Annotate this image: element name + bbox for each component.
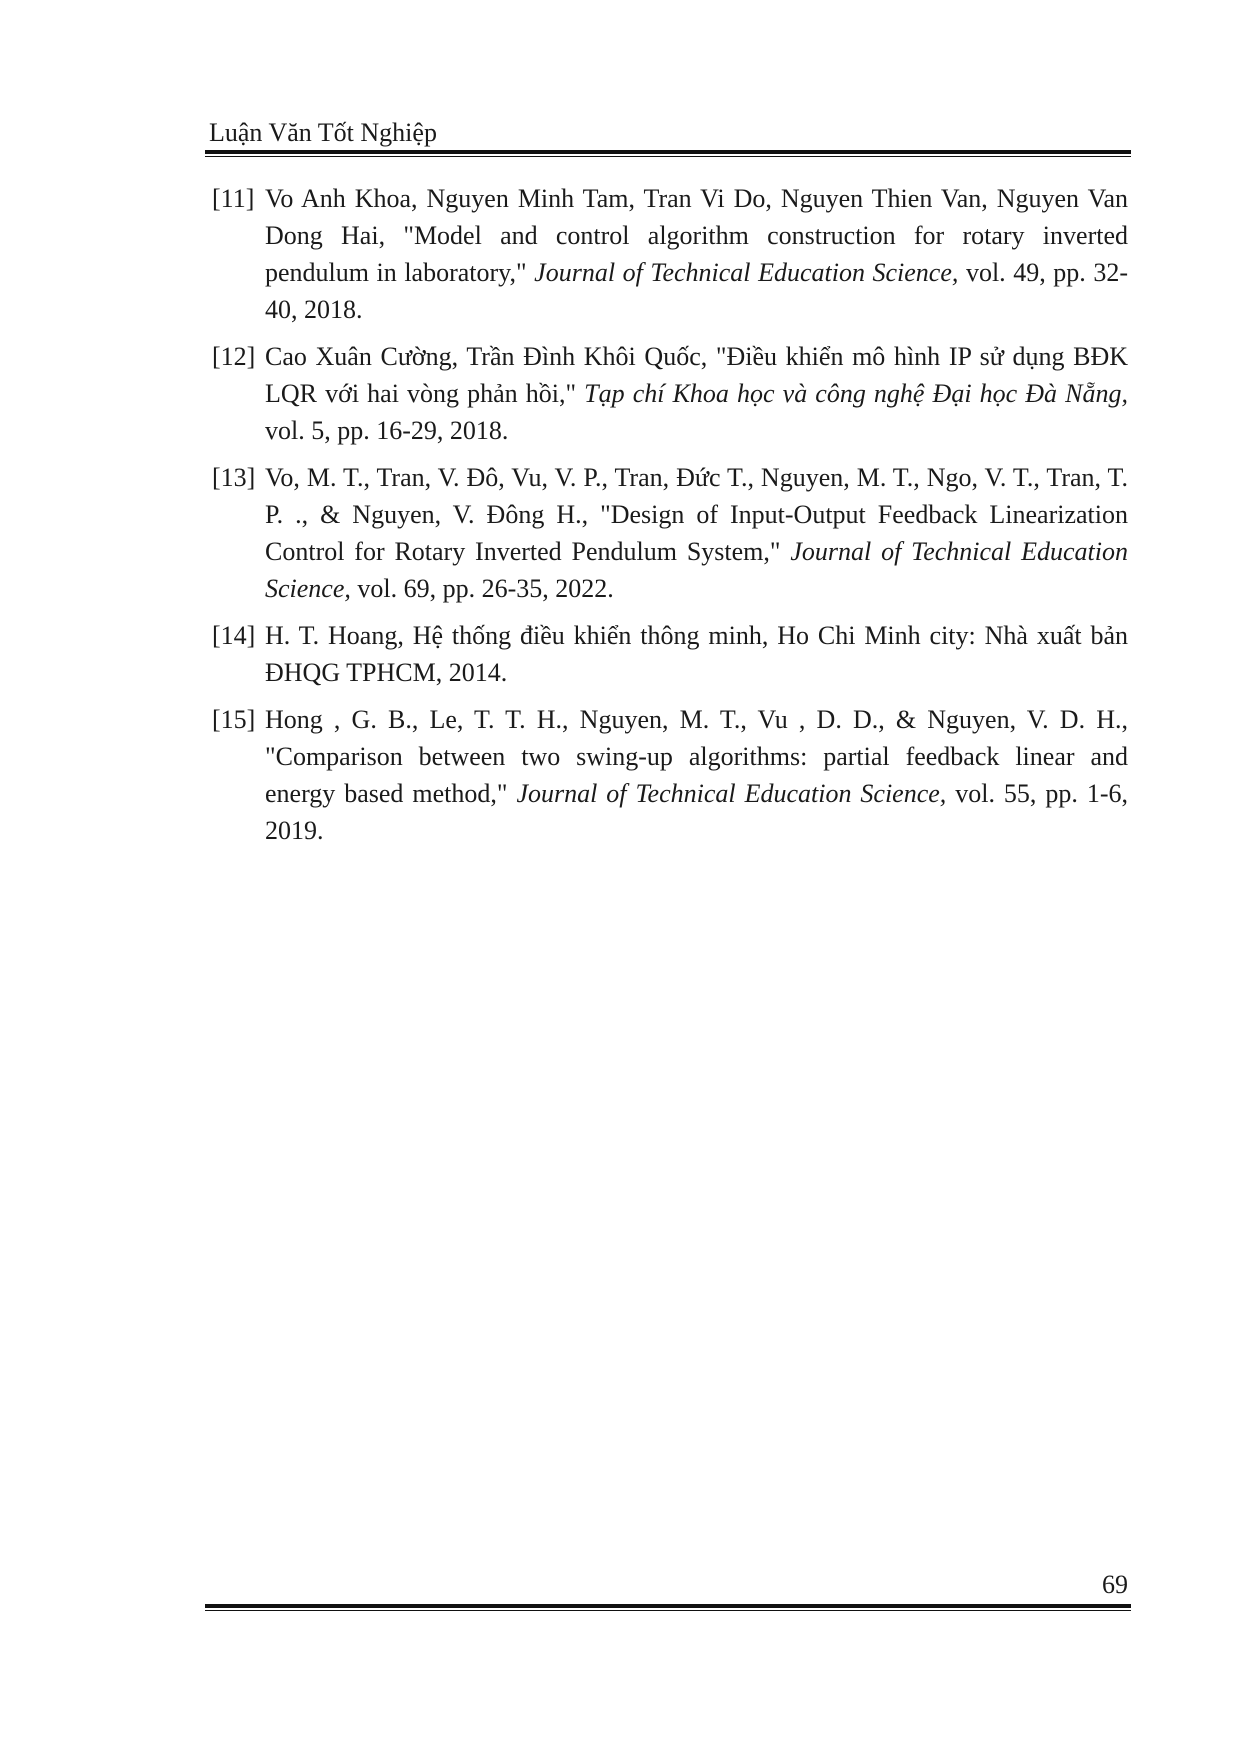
reference-number: [11]	[212, 184, 255, 213]
page-number: 69	[1102, 1570, 1128, 1599]
reference-item	[212, 180, 1128, 328]
footer-divider	[205, 1604, 1131, 1611]
reference-text-tail: vol. 5, pp. 16-29, 2018.	[265, 416, 509, 445]
reference-list	[212, 180, 1128, 859]
reference-number: [12]	[212, 342, 256, 371]
reference-text-tail: vol. 55, pp. 1-6, 2019.	[265, 779, 1129, 845]
reference-text	[262, 701, 1128, 849]
reference-text	[262, 180, 1128, 328]
header-divider-thin	[205, 156, 1131, 157]
footer-divider-thin	[205, 1610, 1131, 1611]
reference-journal: Journal of Technical Education Science,	[265, 537, 1128, 603]
reference-text-main: Hong , G. B., Le, T. T. H., Nguyen, M. T., Vu , D. D., & Nguyen, V. D. H., "Comparison between two swing-up algorithms: partial feedback linear and energy based method,"	[265, 705, 1128, 808]
header-divider-thick	[205, 150, 1131, 154]
reference-journal: Journal of Technical Education Science,	[534, 258, 959, 287]
header-divider	[205, 150, 1131, 157]
footer-divider-thick	[205, 1604, 1131, 1608]
reference-journal: Tạp chí Khoa học và công nghệ Đại học Đà Nẵng,	[584, 379, 1128, 408]
reference-number: [13]	[212, 463, 256, 492]
reference-text-main: Vo, M. T., Tran, V. Đô, Vu, V. P., Tran, Đức T., Nguyen, M. T., Ngo, V. T., Tran, T. P. ., & Nguyen, V. Đông H., "Design of Input-Output Feedback Linearization Control for Rotary Inverted Pendulum System,"	[265, 463, 1128, 566]
reference-item	[212, 338, 1128, 449]
reference-journal: Journal of Technical Education Science,	[516, 779, 947, 808]
reference-text	[262, 617, 1128, 691]
reference-item	[212, 459, 1128, 607]
reference-text-main: Vo Anh Khoa, Nguyen Minh Tam, Tran Vi Do, Nguyen Thien Van, Nguyen Van Dong Hai, "Model and control algorithm construction for rotary inverted pendulum in laboratory,"	[265, 184, 1128, 287]
running-header-title: Luận Văn Tốt Nghiệp	[209, 118, 437, 147]
reference-text-main: Cao Xuân Cường, Trần Đình Khôi Quốc, "Điều khiển mô hình IP sử dụng BĐK LQR với hai vòng phản hồi,"	[265, 342, 1128, 408]
reference-text-tail: vol. 49, pp. 32-40, 2018.	[265, 258, 1128, 324]
reference-text	[262, 338, 1128, 449]
reference-text-tail: vol. 69, pp. 26-35, 2022.	[350, 574, 614, 603]
reference-number: [14]	[212, 621, 256, 650]
reference-text	[262, 459, 1128, 607]
reference-item	[212, 701, 1128, 849]
reference-number: [15]	[212, 705, 256, 734]
reference-item	[212, 617, 1128, 691]
reference-text-main: H. T. Hoang, Hệ thống điều khiển thông minh, Ho Chi Minh city: Nhà xuất bản ĐHQG TPHCM, 2014.	[265, 621, 1128, 687]
